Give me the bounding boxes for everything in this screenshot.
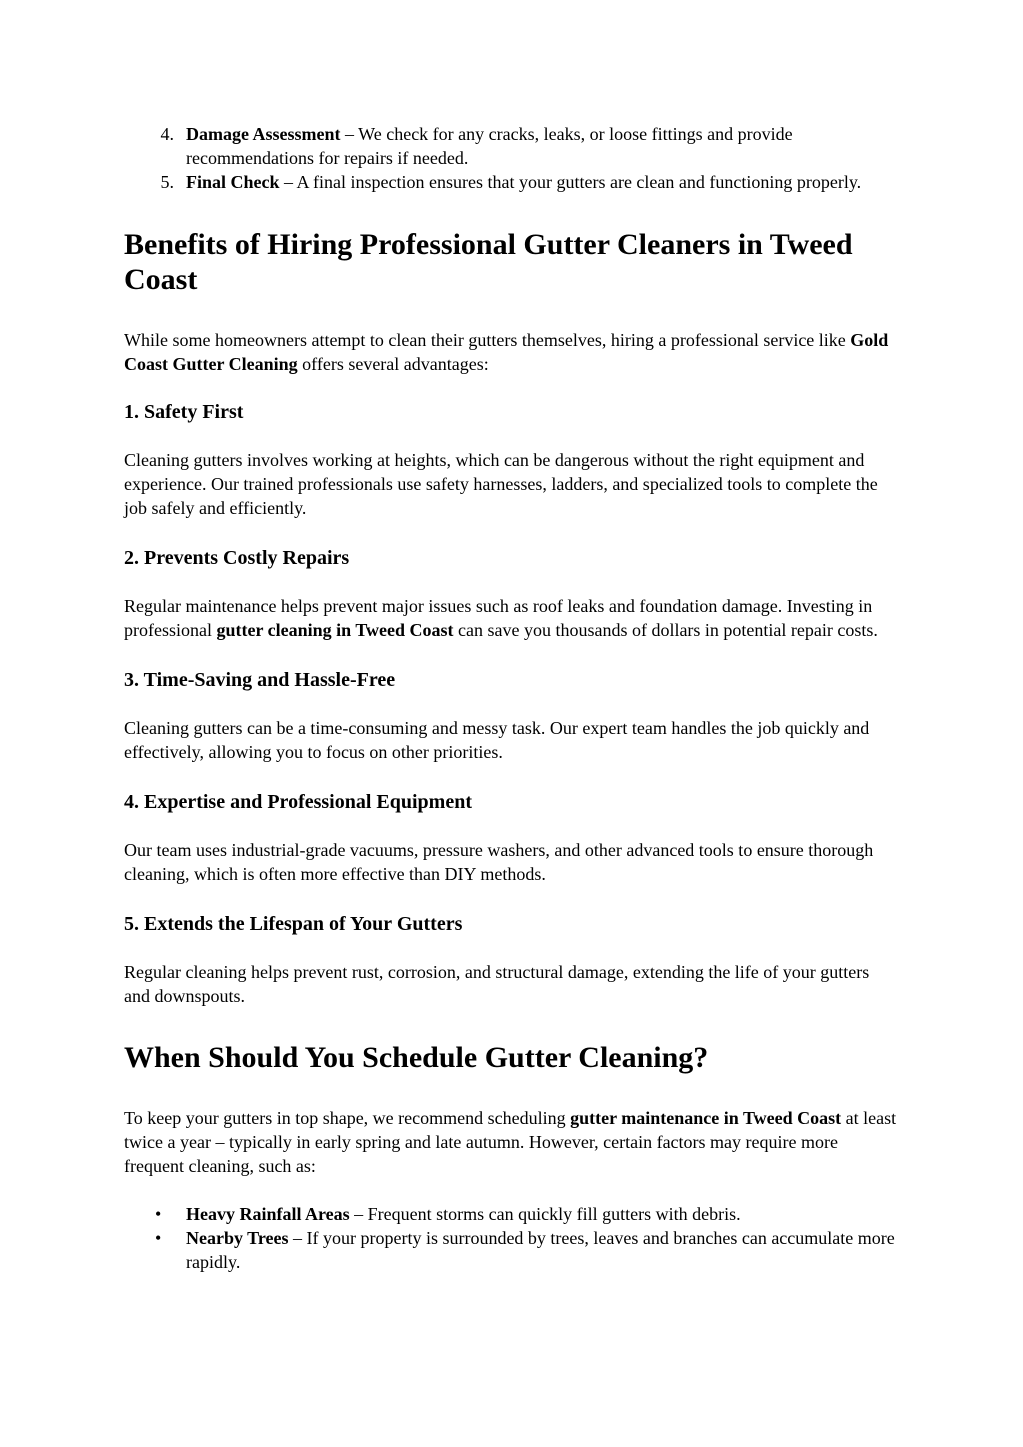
document-page: [124, 122, 899, 1274]
company-name: Gold Coast Gutter Cleaning: [124, 330, 889, 374]
benefit-body: Cleaning gutters involves working at heights, which can be dangerous without the right equipment and experience. Our trained professionals use safety harnesses, ladders, and specialized tools to complete the job safely and efficiently.: [124, 450, 878, 518]
list-item-title: Damage Assessment: [186, 124, 341, 144]
list-item-text: – Frequent storms can quickly fill gutters with debris.: [349, 1204, 741, 1224]
benefit-title: 1. Safety First: [124, 401, 244, 423]
list-number: 4.: [160, 124, 174, 144]
schedule-heading: When Should You Schedule Gutter Cleaning?: [124, 1041, 709, 1074]
list-item-title: Final Check: [186, 172, 280, 192]
list-item: [124, 170, 899, 194]
intro-text: To keep your gutters in top shape, we recommend scheduling: [124, 1108, 571, 1128]
benefit-body: Our team uses industrial-grade vacuums, pressure washers, and other advanced tools to ensure thorough cleaning, which is often more effective than DIY methods.: [124, 840, 874, 884]
intro-text: While some homeowners attempt to clean their gutters themselves, hiring a professional service like: [124, 330, 851, 350]
frequency-factors-list: [124, 1202, 899, 1274]
list-item-text: – A final inspection ensures that your gutters are clean and functioning properly.: [279, 172, 862, 192]
body-text: can save you thousands of dollars in potential repair costs.: [453, 620, 878, 640]
list-item-text: – We check for any cracks, leaks, or loose fittings and provide recommendations for repairs if needed.: [186, 124, 793, 168]
list-item-title: Heavy Rainfall Areas: [186, 1204, 350, 1224]
benefit-title: 2. Prevents Costly Repairs: [124, 547, 350, 569]
intro-text: at least twice a year – typically in early spring and late autumn. However, certain factors may require more frequent cleaning, such as:: [124, 1108, 897, 1176]
benefit-body: Regular cleaning helps prevent rust, corrosion, and structural damage, extending the life of your gutters and downspouts.: [124, 962, 870, 1006]
bullet-icon: •: [155, 1228, 162, 1248]
body-text: Regular maintenance helps prevent major issues such as roof leaks and foundation damage. Investing in professional: [124, 596, 873, 640]
benefit-body: [124, 594, 899, 642]
list-item: [124, 1202, 899, 1226]
list-item: [124, 1226, 899, 1274]
list-number: 5.: [160, 172, 174, 192]
list-item-title: Nearby Trees: [186, 1228, 289, 1248]
benefits-intro: [124, 328, 899, 376]
process-steps-list: [124, 122, 899, 194]
bullet-icon: •: [155, 1204, 162, 1224]
benefit-title: 3. Time-Saving and Hassle-Free: [124, 669, 396, 691]
list-item: [124, 122, 899, 170]
intro-text: offers several advantages:: [297, 354, 489, 374]
benefit-title: 4. Expertise and Professional Equipment: [124, 791, 472, 813]
benefit-body: Cleaning gutters can be a time-consuming and messy task. Our expert team handles the job quickly and effectively, allowing you to focus on other priorities.: [124, 718, 870, 762]
intro-bold: gutter maintenance in Tweed Coast: [570, 1108, 842, 1128]
benefits-heading: Benefits of Hiring Professional Gutter Cleaners in Tweed Coast: [124, 228, 853, 296]
benefit-title: 5. Extends the Lifespan of Your Gutters: [124, 913, 463, 935]
body-bold: gutter cleaning in Tweed Coast: [216, 620, 454, 640]
schedule-intro: [124, 1106, 899, 1178]
list-item-text: – If your property is surrounded by trees, leaves and branches can accumulate more rapidly.: [186, 1228, 895, 1272]
